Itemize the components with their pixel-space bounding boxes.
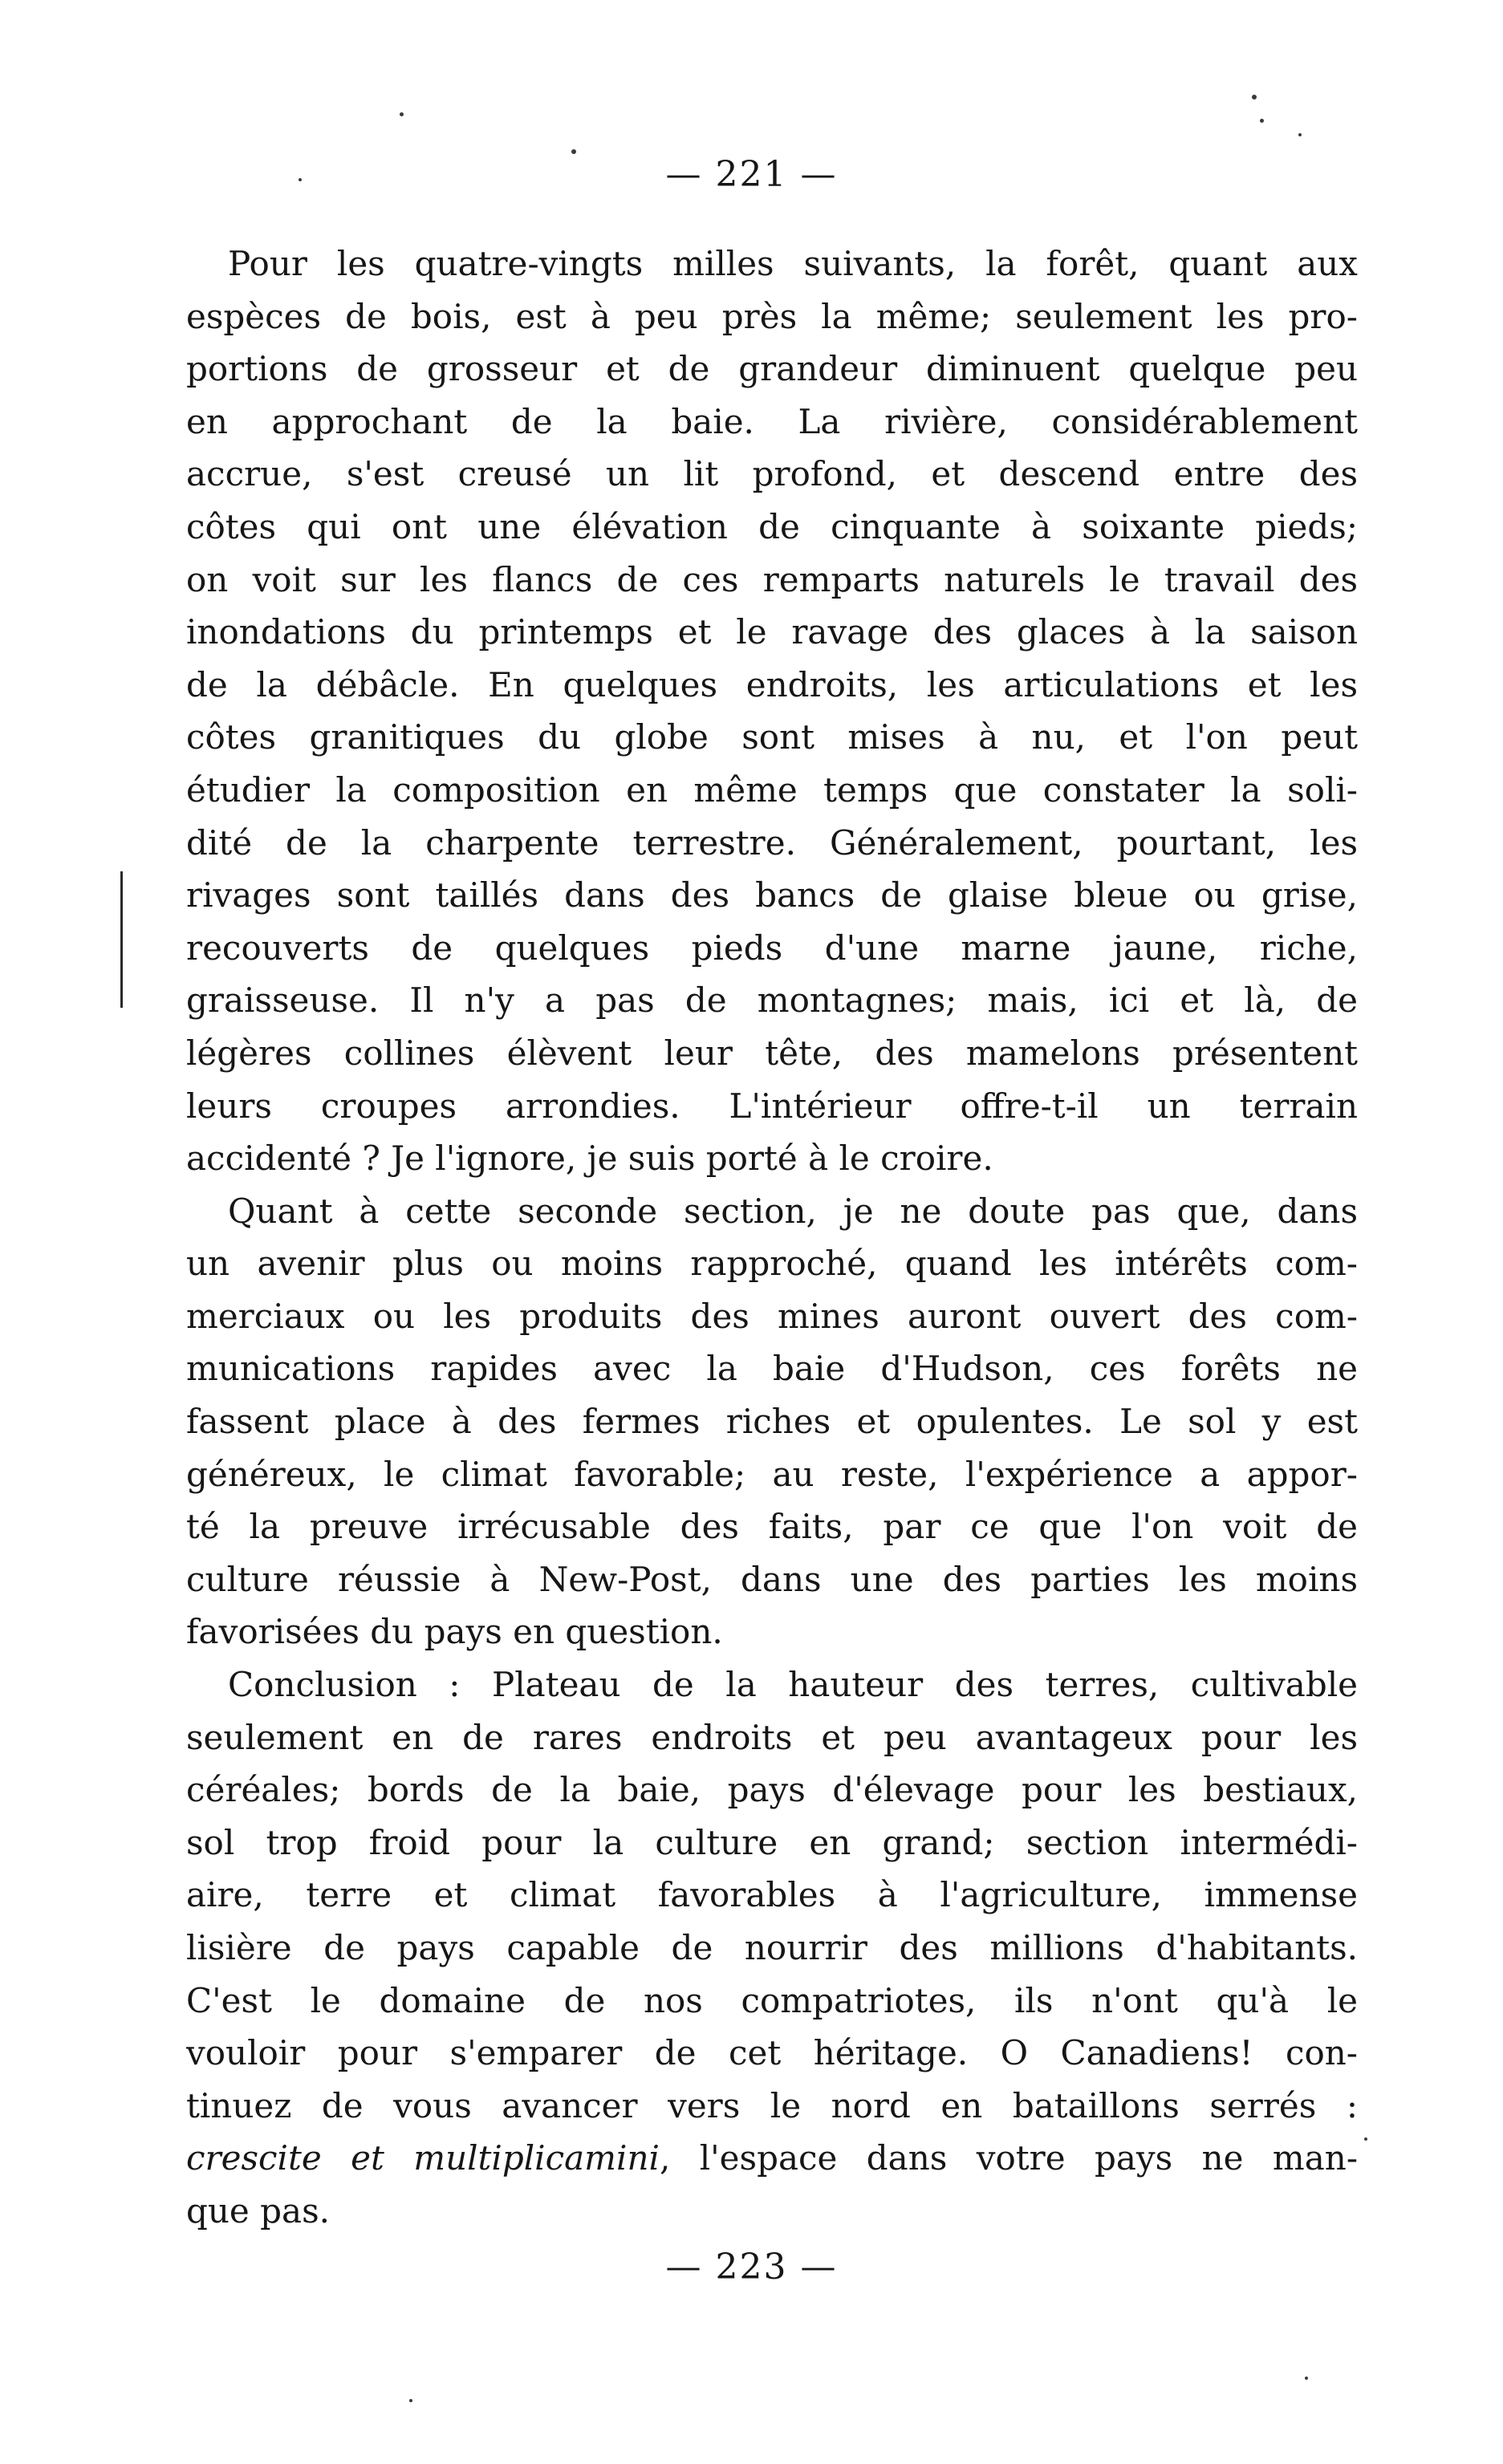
text-line: accrue, s'est creusé un lit profond, et descend entre des — [186, 454, 1358, 494]
text-line: lisière de pays capable de nourrir des millions d'habitants. — [186, 1928, 1358, 1967]
text-line: culture réussie à New-Post, dans une des parties les moins — [186, 1559, 1358, 1599]
text-line: merciaux ou les produits des mines auront ouvert des com- — [186, 1296, 1358, 1336]
text-line: graisseuse. Il n'y a pas de montagnes; mais, ici et là, de — [186, 980, 1358, 1021]
text-line: C'est le domaine de nos compatriotes, ils n'ont qu'à le — [186, 1980, 1358, 2020]
text-line: vouloir pour s'emparer de cet héritage. O Canadiens! con- — [186, 2033, 1358, 2073]
latin-phrase: crescite et multiplicamini — [186, 2138, 660, 2178]
scan-speck — [409, 2399, 412, 2402]
scan-speck — [1305, 2377, 1308, 2380]
text-line: recouverts de quelques pieds d'une marne jaune, riche, — [186, 928, 1358, 968]
text-line: Pour les quatre-vingts milles suivants, la forêt, quant aux — [228, 244, 1358, 283]
text-line: favorisées du pays en question. — [186, 1612, 723, 1652]
text-line: espèces de bois, est à peu près la même; seulement les pro- — [186, 296, 1358, 336]
scan-speck — [1298, 133, 1302, 136]
text-line: légères collines élèvent leur tête, des mamelons présentent — [186, 1033, 1358, 1073]
text-line: Conclusion : Plateau de la hauteur des terres, cultivable — [228, 1665, 1358, 1705]
text-line: rivages sont taillés dans des bancs de glaise bleue ou grise, — [186, 875, 1358, 915]
text-line: tinuez de vous avancer vers le nord en bataillons serrés : — [186, 2085, 1358, 2125]
text-line: crescite et multiplicamini, l'espace dans votre pays ne man- — [186, 2138, 1358, 2178]
text-line: portions de grosseur et de grandeur diminuent quelque peu — [186, 349, 1358, 389]
scan-speck — [400, 112, 404, 116]
scan-speck — [571, 149, 576, 154]
text-line: un avenir plus ou moins rapproché, quand les intérêts com- — [186, 1244, 1358, 1284]
text-line: aire, terre et climat favorables à l'agriculture, immense — [186, 1875, 1358, 1915]
text-line: céréales; bords de la baie, pays d'élevage pour les bestiaux, — [186, 1770, 1358, 1810]
scan-speck — [1364, 2137, 1367, 2141]
text-line: fassent place à des fermes riches et opulentes. Le sol y est — [186, 1402, 1358, 1442]
scan-speck — [1252, 95, 1257, 99]
text-line: généreux, le climat favorable; au reste, l'expérience a appor- — [186, 1454, 1358, 1494]
text-line: étudier la composition en même temps que constater la soli- — [186, 769, 1358, 810]
text-line: côtes qui ont une élévation de cinquante à soixante pieds; — [186, 506, 1358, 546]
text-line: accidenté ? Je l'ignore, je suis porté à le croire. — [186, 1139, 993, 1179]
text-line: en approchant de la baie. La rivière, considérablement — [186, 401, 1358, 441]
body-text — [186, 237, 1358, 2238]
text-line: de la débâcle. En quelques endroits, les articulations et les — [186, 664, 1358, 704]
text-line: té la preuve irrécusable des faits, par ce que l'on voit de — [186, 1507, 1358, 1547]
text-line: dité de la charpente terrestre. Généralement, pourtant, les — [186, 822, 1358, 863]
text-line: que pas. — [186, 2190, 330, 2231]
margin-mark — [120, 871, 123, 1008]
text-line: leurs croupes arrondies. L'intérieur offre-t-il un terrain — [186, 1086, 1358, 1126]
text-line: munications rapides avec la baie d'Hudson, ces forêts ne — [186, 1349, 1358, 1389]
text-line: on voit sur les flancs de ces remparts naturels le travail des — [186, 559, 1358, 599]
scan-speck — [1260, 119, 1264, 123]
text-line: seulement en de rares endroits et peu avantageux pour les — [186, 1717, 1358, 1757]
page-number-top: — 221 — — [665, 154, 838, 195]
text-line: sol trop froid pour la culture en grand; section intermédi- — [186, 1822, 1358, 1862]
text-line: côtes granitiques du globe sont mises à nu, et l'on peut — [186, 717, 1358, 757]
text-line: inondations du printemps et le ravage des glaces à la saison — [186, 612, 1358, 652]
page-number-bottom: — 223 — — [665, 2247, 838, 2287]
text-line: Quant à cette seconde section, je ne doute pas que, dans — [228, 1191, 1358, 1231]
scan-speck — [299, 178, 302, 181]
